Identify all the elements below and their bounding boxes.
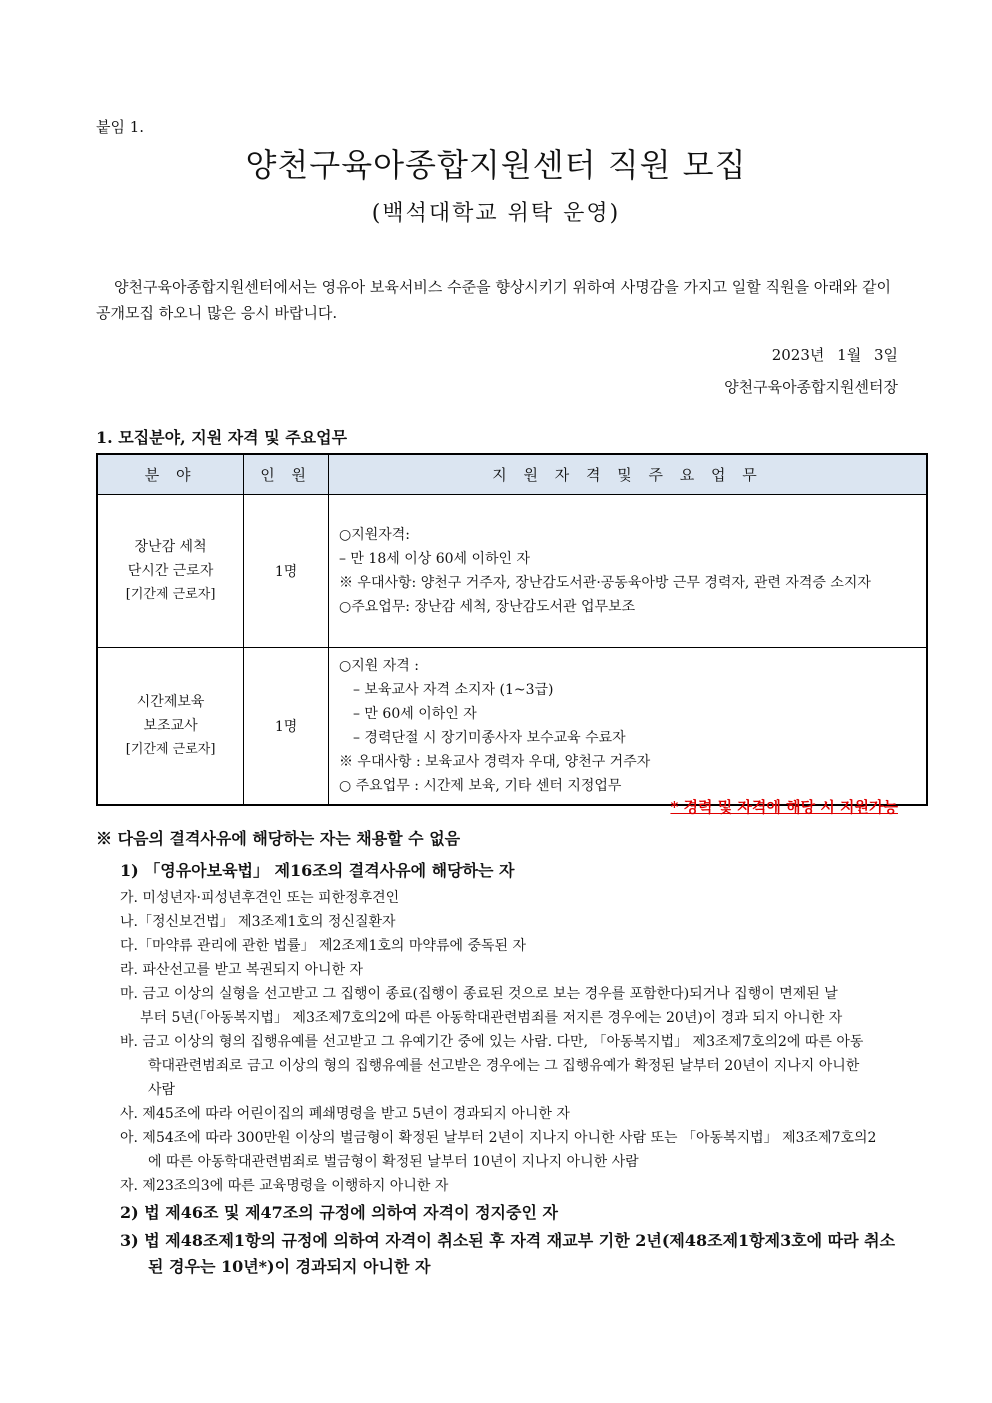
list-item: 사. 제45조에 따라 어린이집의 폐쇄명령을 받고 5년이 경과되지 아니한 자 bbox=[120, 1106, 570, 1122]
count-cell: 1명 bbox=[244, 495, 329, 648]
list-item: 바. 금고 이상의 형의 집행유예를 선고받고 그 유예기간 중에 있는 사람. 다만, 「아동복지법」 제3조제7호의2에 따른 아동 bbox=[120, 1034, 864, 1050]
disqualification-item-1: 1) 「영유아보육법」 제16조의 결격사유에 해당하는 자 bbox=[120, 861, 515, 880]
list-item: 라. 파산선고를 받고 복권되지 아니한 자 bbox=[120, 962, 364, 978]
recruitment-table bbox=[96, 453, 928, 806]
intro-paragraph: 양천구육아종합지원센터에서는 영유아 보육서비스 수준을 향상시키기 위하여 사명감을 가지고 일할 직원을 아래와 같이 공개모집 하오니 많은 응시 바랍니다. bbox=[96, 278, 891, 322]
list-item: 학대관련범죄로 금고 이상의 형의 집행유예를 선고받은 경우에는 그 집행유예가 확정된 날부터 20년이 지나지 아니한 bbox=[148, 1058, 860, 1074]
notice-date: 2023년 1월 3일 bbox=[771, 346, 898, 364]
disqualification-sublist bbox=[120, 886, 900, 1198]
count-cell: 1명 bbox=[244, 648, 329, 806]
desc-cell: ○지원자격: – 만 18세 이상 60세 이하인 자 ※ 우대사항: 양천구 거주자, 장난감도서관·공동육아방 근무 경력자, 관련 자격증 소지자 ○주요업무: 장난감 세척, 장난감도서관 업무보조 bbox=[328, 495, 927, 648]
list-item: 가. 미성년자·피성년후견인 또는 피한정후견인 bbox=[120, 890, 400, 906]
page-subtitle: (백석대학교 위탁 운영) bbox=[371, 201, 621, 226]
list-item: 자. 제23조의3에 따른 교육명령을 이행하지 아니한 자 bbox=[120, 1178, 449, 1194]
attachment-label: 붙임 1. bbox=[96, 118, 145, 136]
list-item: 마. 금고 이상의 실형을 선고받고 그 집행이 종료(집행이 종료된 것으로 보는 경우를 포함한다)되거나 집행이 면제된 날 bbox=[120, 986, 838, 1002]
disqualification-item-2: 2) 법 제46조 및 제47조의 규정에 의하여 자격이 정지중인 자 bbox=[120, 1203, 558, 1222]
eligibility-note: * 경력 및 자격에 해당 시 지원가능 bbox=[670, 798, 898, 816]
list-item: 부터 5년(「아동복지법」 제3조제7호의2에 따른 아동학대관련범죄를 저지른 경우에는 20년)이 경과 되지 아니한 자 bbox=[140, 1010, 843, 1026]
field-cell: 장난감 세척 단시간 근로자 [기간제 근로자] bbox=[97, 495, 244, 648]
list-item: 나.「정신보건법」 제3조제1호의 정신질환자 bbox=[120, 914, 396, 930]
page-title: 양천구육아종합지원센터 직원 모집 bbox=[245, 146, 747, 184]
header-field: 분 야 bbox=[97, 454, 244, 495]
table-header-row bbox=[97, 454, 927, 495]
notice-sender: 양천구육아종합지원센터장 bbox=[724, 378, 898, 396]
list-item: 다.「마약류 관리에 관한 법률」 제2조제1호의 마약류에 중독된 자 bbox=[120, 938, 526, 954]
list-item: 에 따른 아동학대관련범죄로 벌금형이 확정된 날부터 10년이 지나지 아니한 사람 bbox=[148, 1154, 639, 1170]
table-row bbox=[97, 495, 927, 648]
disqualification-item-3: 3) 법 제48조제1항의 규정에 의하여 자격이 취소된 후 자격 재교부 기한 2년(제48조제1항제3호에 따라 취소 된 경우는 10년*)이 경과되지 아니한 자 bbox=[120, 1231, 896, 1276]
disqualification-heading: ※ 다음의 결격사유에 해당하는 자는 채용할 수 없음 bbox=[96, 829, 461, 848]
list-item: 아. 제54조에 따라 300만원 이상의 벌금형이 확정된 날부터 2년이 지나지 아니한 사람 또는 「아동복지법」 제3조제7호의2 bbox=[120, 1130, 877, 1146]
table-row bbox=[97, 648, 927, 806]
section1-title: 1. 모집분야, 지원 자격 및 주요업무 bbox=[96, 428, 348, 447]
desc-cell: ○지원 자격 : – 보육교사 자격 소지자 (1~3급) – 만 60세 이하인 자 – 경력단절 시 장기미종사자 보수교육 수료자 ※ 우대사항 : 보육교사 경력자 우대, 양천구 거주자 ○ 주요업무 : 시간제 보육, 기타 센터 지정업무 bbox=[328, 648, 927, 806]
header-count: 인 원 bbox=[244, 454, 329, 495]
list-item: 사람 bbox=[148, 1082, 176, 1098]
header-desc: 지 원 자 격 및 주 요 업 무 bbox=[328, 454, 927, 495]
field-cell: 시간제보육 보조교사 [기간제 근로자] bbox=[97, 648, 244, 806]
